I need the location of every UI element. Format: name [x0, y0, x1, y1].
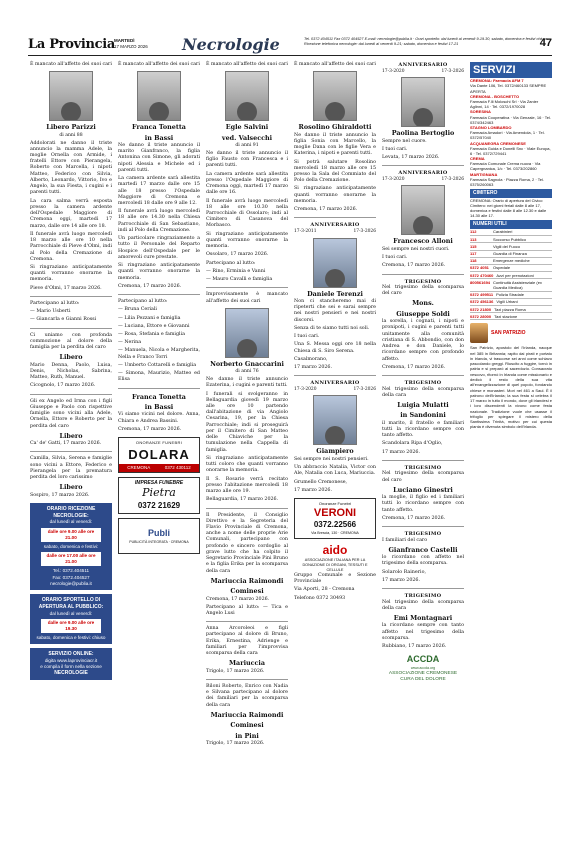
col3-age2: di anni 76 — [235, 369, 259, 375]
col3-lutto3: Partecipano al lutto: — Tica e Angelo Lusi — [206, 604, 288, 616]
col2-sub: in Bassi — [144, 133, 174, 142]
portrait-photo — [313, 238, 357, 288]
col3-sub3: Cominesi — [230, 587, 264, 596]
col3-t2b: I funerali si svolgeranno in Bellaguardia giovedì 19 marzo alle ore 10 partendo dall'abitazione di via Angiolo Cesarina, 19, per la Chiesa Parrocchiale; indi si proseguirà per il Cimitero di San Matteo delle Chiaviche per la tumulazione nella Cappella di famiglia. — [206, 391, 288, 453]
col5-d4: 17-3-2026 — [441, 176, 464, 182]
col6-nu-3-0: 117 — [470, 251, 477, 257]
col1-text3: Il funerale avrà luogo mercoledì 18 marzo alle ore 10 nella Parrocchiale di Pieve d'Olmi, indi al Polo della Cremazione di Cremona. — [30, 231, 112, 262]
col4-atext4: Una S. Messa oggi ore 18 nella Chiesa di S. Siro Serena. — [294, 342, 376, 354]
col4-annh: ANNIVERSARIO — [310, 222, 360, 229]
col6-farm_h: CREMONA: Farmacia AFM 7 — [470, 78, 524, 84]
col4-bplace2: 17 marzo 2026. — [294, 487, 333, 493]
col6-nu-10-0: 0372 21800 — [470, 306, 492, 312]
col2-ad1-top: ONORANZE FUNEBRI — [135, 439, 183, 445]
col6-nu-9-1: Vigili Urbani — [496, 299, 518, 305]
col6-nu-6-1: Azzi per prenotazioni — [496, 272, 534, 278]
col1-text2: La cara salma verrà esposta presso la camera ardente dell'Ospedale Maggiore di Cremona oggi, martedì 17 marzo, dalle ore 14 alle ore 18. — [30, 198, 112, 229]
col6-stag: Farmacia Amadori · Via Amendola, 1 · Tel. 0372/57040 — [470, 130, 545, 141]
col5-place2: Cremona, 17 marzo 2026. — [382, 263, 446, 269]
col3-t2c: Si ringraziano anticipatamente tutti coloro che quanti vorranno onorarne la memoria. — [206, 455, 288, 474]
col1-box2-l1: dal lunedì al venerdì: — [49, 610, 93, 616]
col1-box2-l3: sabato, domenica e festivi: chiuso — [36, 635, 106, 641]
col6-bosc_h: CREMONA - BOSCHETTO — [470, 93, 520, 99]
saint-of-the-day — [470, 323, 552, 343]
pietra-ad[interactable] — [118, 477, 200, 514]
col1-s4place: Sospiro, 17 marzo 2026. — [30, 492, 90, 498]
portrait-photo — [225, 308, 269, 358]
col1-box1-h: ORARIO RICEZIONE NECROLOGIE: — [46, 505, 96, 519]
col5-t1place: Cremona, 17 marzo 2026. — [382, 364, 446, 370]
col6-nu-6-0: 0372 470460 — [470, 272, 494, 278]
col5-d2: 17-3-2026 — [441, 68, 464, 74]
col1-box1-l4: dalle ore 17.00 alle ore 21.00 — [41, 552, 101, 566]
col6-farm: Via Dante 106, Tel. 0372/460133 SEMPRE APERTA — [470, 83, 547, 94]
col6-mar_h: MARTIGNANA — [470, 171, 498, 177]
col2-s2sub: in Bassi — [144, 402, 174, 411]
col5-text4: I tuoi cari. — [382, 255, 408, 261]
col1-s2: Ci uniamo con profonda commozione al dolore della famiglia per la perdita del caro — [30, 332, 112, 351]
accda-ad[interactable] — [382, 654, 464, 683]
col5-t4name: Gianfranco Castelli — [388, 545, 458, 554]
col5-accda-w: www.accda.org — [410, 665, 436, 670]
column-2 — [118, 62, 200, 554]
deceased-name: Rosolino Ghiraldotti — [298, 123, 372, 132]
col1-box1-l2: dalle ore 9.00 alle ore 21.00 — [41, 528, 101, 542]
col3-lutto_head: Partecipano al lutto: — [206, 260, 256, 266]
issue-date — [114, 38, 148, 50]
col1-age: di anni 88 — [59, 132, 83, 138]
col1-text1: Addolorati ne danno il triste annuncio la mamma Adele, la moglie Ornella con Armide, i fratelli Ettore con Pierangela, Roberto con Marcella, i nipoti Matteo, Federico con Silvia, Alberto, Leonardo, Vittorio, Ivo e Angelo, la sua Fiesta, i cugini e i parenti tutti. — [30, 140, 112, 196]
col5-accda-b: ACCDA — [406, 654, 440, 665]
col2-ad2-tel: 0372 21629 — [137, 500, 181, 510]
col2-lutto-4: — Nerina — [118, 340, 142, 346]
col6-bosc: Farmacia F.lli Moloschi Srl · Via Zanier Aglinni, 14 · Tel. 0372/1970028 — [470, 99, 539, 110]
col3-lutto-0: — Rino, Erminia e Vanni — [206, 268, 266, 274]
col1-s2place: Cicognolo, 17 marzo 2026. — [30, 383, 96, 389]
column-3 — [206, 62, 288, 749]
portrait-photo — [225, 71, 269, 121]
col3-t2a: Ne danno il triste annuncio Ezaterina, i cugini e parenti tutti. — [206, 377, 288, 389]
col4-aido-s: ASSOCIAZIONE ITALIANA PER LA DONAZIONE DI ORGANI, TESSUTI E CELLULE — [302, 558, 368, 572]
col6-nu-1-0: 113 — [470, 236, 477, 242]
col5-t1: Nel trigesimo della scomparsa del caro — [382, 285, 464, 297]
col1-box1-l1: dal lunedì al venerdì: — [49, 519, 93, 525]
deceased-name: Daniele Terenzi — [307, 289, 363, 298]
col2-lutto-3: — Rosa, Stefania e famiglia — [118, 331, 185, 337]
col3-sub: ved. Valsecchi — [221, 133, 273, 142]
deceased-name: Egle Salvini — [225, 123, 269, 132]
col1-lutto-0: — Mario Usberti — [30, 309, 71, 315]
col6-nu-4-1: Emergenze mediche — [493, 258, 530, 264]
col2-s2: Vi siamo vicini nel dolore. Anna, Chiara e Andrea Bassini. — [118, 412, 200, 424]
col4-text1: Ne danno il triste annuncio la figlia Sonia con Marcello, la moglie Dana con le figlie Vera e Katerina, i nipoti e parenti tutti. — [294, 132, 376, 157]
col3-intro2: Improvvisamente è mancato all'affetto dei suoi cari — [206, 292, 288, 304]
col6-sor_h: SORESINA — [470, 109, 491, 115]
newspaper-logo: La Provincia — [28, 37, 116, 52]
col4-aido-a: Via Aporti, 28 - Cremona — [294, 587, 355, 593]
col6-cre: Farmacia Comunale Crema nuova · Via Capergnanica, 1/c · Tel. 0373/202860 — [470, 161, 541, 172]
col5-t1text: la sorella, i cognati, i nipoti e pronipoti, i cugini e parenti tutti unitamente alla comunità cristiana di S. Abbondio, con don Andrea e don Daniele, lo ricordano sempre con profondo affetto. — [382, 319, 464, 362]
col2-lutto-6: — Umberto Cottarelli e famiglia — [118, 362, 197, 368]
col2-ad2-p: Pietra — [142, 486, 176, 500]
col5-t4text: lo ricordano con affetto nel trigesimo della scomparsa. — [382, 555, 464, 567]
column-4 — [294, 62, 376, 604]
col3-place: Ossolaro, 17 marzo 2026. — [206, 252, 269, 258]
col1-text4: Si ringraziano anticipatamente quanti vorranno onorarne la memoria. — [30, 264, 112, 283]
col2-intro: È mancato all'affetto dei suoi cari — [118, 62, 200, 67]
col5-t5place: Rubbiano, 17 marzo 2026. — [382, 644, 447, 650]
col5-t3: Nel trigesimo della scomparsa del caro — [382, 471, 464, 483]
col6-nu-0-0: 112 — [470, 229, 477, 235]
col1-place: Pieve d'Olmi, 17 marzo 2026. — [30, 285, 102, 291]
col5-t2: Nel trigesimo della scomparsa della cara — [382, 386, 464, 398]
col6-nu-5-1: Ospedale — [493, 265, 511, 271]
col6-saint: SAN PATRIZIO — [491, 330, 526, 337]
col6-nu-0-1: Carabinieri — [493, 229, 513, 235]
col5-t1sub: Mons. — [412, 299, 434, 308]
col5-trig: TRIGESIMO — [404, 593, 442, 600]
col1-lutto-1: — Giancarla e Gianni Rossi — [30, 317, 97, 323]
col6-nu-10-1: Taxi piazza Roma — [494, 306, 526, 312]
col5-place: Levata, 17 marzo 2026. — [382, 155, 440, 161]
col2-text2: La camera ardente sarà allestita martedì 17 marzo dalle ore 15 alle 18 presso l'Ospedale Maggiore di Cremona e mercoledì 18 dalle ore 9 alle 12. — [118, 176, 200, 206]
col5-t3place: Cremona, 17 marzo 2026. — [382, 515, 446, 521]
col4-ad-tel: 0372.22566 — [313, 520, 357, 530]
col4-aido-g: Gruppo Comunale e Sezione Provinciale — [294, 572, 376, 585]
col5-t4: I familiari del caro — [382, 537, 428, 543]
aido-logo: aido — [322, 542, 348, 557]
portrait-photo — [313, 71, 357, 121]
col3-name5: Mariuccia Raimondi — [210, 710, 284, 719]
col5-t3text: la moglie, il figlio ed i familiari tutti lo ricordano sempre con tanto affetto. — [382, 495, 464, 513]
col6-nu-7-1: Continuità Assistenziale (ex Guardia Medica) — [493, 279, 542, 290]
col4-annh: ANNIVERSARIO — [310, 380, 360, 387]
col5-d3: 17-3-2020 — [382, 176, 405, 182]
col4-bdate2: 17-3-2026 — [353, 386, 376, 392]
col4-ad-s: Via Brescia, 130 · CREMONA — [311, 530, 359, 535]
col4-aplace2: 17 marzo 2026. — [294, 365, 333, 371]
col6-nu-7-0: 800561694 — [470, 279, 491, 285]
col3-intro: È mancato all'affetto dei suoi cari — [206, 62, 288, 67]
dolara-ad[interactable] — [118, 437, 200, 473]
col3-t2d: Il S. Rosario verrà recitato presso l'abitazione mercoledì 18 marzo alle ore 19. — [206, 476, 288, 495]
col3-sub5b: in Pini — [235, 731, 259, 740]
col6-acq_h: ACQUANEGRA CREMONESE — [470, 140, 526, 146]
header-date: 17 MARZO 2026 — [114, 43, 148, 49]
col6-nu-2-1: Vigili del Fuoco — [493, 243, 521, 249]
col2-lutto_head: Partecipano al lutto: — [118, 299, 168, 305]
col5-t5name: Emi Montagnari — [393, 614, 453, 622]
col6-stag_h: STAGNO LOMBARDO — [470, 124, 512, 130]
col6-nu-9-0: 0372 456136 — [470, 299, 494, 305]
page-header — [28, 34, 552, 56]
col3-name3: Mariuccia Raimondi — [210, 576, 284, 585]
col5-text: Sempre nel cuore. — [382, 138, 427, 144]
col5-t5: Nel trigesimo della scomparsa della cara — [382, 599, 464, 611]
col1-box3-l3: NECROLOGIE — [54, 670, 88, 677]
col5-annh: ANNIVERSARIO — [398, 62, 448, 68]
col1-box3-h: SERVIZIO ONLINE: — [48, 651, 94, 658]
col2-lutto-1: — Lilia Pezzani e famiglia — [118, 315, 181, 321]
col2-text3: Il funerale avrà luogo mercoledì 18 alle ore 14.30 nella Chiesa Parrocchiale di San Sebastiano, indi al Polo della Cremazione. — [118, 209, 200, 233]
col4-btext2: Un abbraccio Natalia, Victor con Ale, Natalia con Luca, Mariuccia. — [294, 465, 376, 477]
col1-box1-l5: Tel.: 0372.404511 — [52, 568, 90, 574]
deceased-name: Francesco Alloni — [393, 237, 453, 246]
col5-d1: 17-3-2020 — [382, 68, 405, 74]
portrait-photo — [137, 71, 181, 121]
website-link[interactable]: digita www.laprovinciacr.it — [44, 658, 98, 664]
col2-text1: Ne danno il triste annuncio il marito Gianfranco, la figlia Antonina con Simone, gli adorati nipoti Alessia e Michele ed i parenti tutti. — [118, 142, 200, 173]
col2-ad1-tel: 0372 430112 — [164, 465, 191, 471]
col3-t3: Il Presidente, il Consiglio Direttivo e la Segreteria del Flavio Provinciale di Cremona, anche a nome delle proprie Arie Comunali, partecipano con profondo e sincero cordoglio al grave lutto che ha colpito il Segretario Provinciale Pini Bruno e la figlia Erika per la scomparsa della cara — [206, 512, 288, 574]
deceased-name: Norberto Gnaccarini — [210, 359, 284, 368]
col4-text2: Si potrà salutare Rosolino mercoledì 18 marzo alle ore 15 presso la Sala del Commiato del Polo della Cremazione. — [294, 159, 376, 184]
col2-lutto-2: — Luciana, Ettore e Giovanni — [118, 323, 190, 329]
deceased-name: Franca Tonetta — [132, 123, 186, 132]
col5-t1name: Giuseppe Soldi — [396, 309, 450, 318]
col6-cre_h: CREMA — [470, 156, 485, 162]
col5-annh2: ANNIVERSARIO — [398, 170, 448, 177]
col6-nu-4-0: 118 — [470, 258, 477, 264]
portrait-photo — [401, 185, 445, 235]
col1-intro: È mancato all'affetto dei suoi cari — [30, 62, 112, 67]
col3-text1: Ne danno il triste annuncio il figlio Fausto con Francesca e i parenti tutti. — [206, 150, 288, 169]
services-title: SERVIZI — [470, 62, 552, 78]
deceased-name: Paolina Bertoglio — [391, 129, 455, 138]
col5-trig: TRIGESIMO — [404, 464, 442, 471]
portrait-photo — [313, 395, 357, 445]
deceased-name: Libero Parizzi — [46, 123, 96, 132]
col4-btext: Sei sempre nei nostri pensieri. — [294, 456, 369, 462]
col6-nu_title: NUMERI UTILI — [470, 220, 552, 229]
col6-nu-8-1: Polizia Stradale — [496, 292, 524, 298]
col2-place: Cremona, 17 marzo 2026. — [118, 283, 182, 289]
col5-trig: TRIGESIMO — [404, 380, 442, 386]
col3-name4: Mariuccia — [228, 659, 265, 668]
col2-lutto-0: — Bruna Ceriali — [118, 307, 157, 313]
col4-bdate1: 17-3-2020 — [294, 386, 317, 392]
col2-ad1-l: CREMONA — [127, 465, 151, 471]
col4-place: Cremona, 17 marzo 2026. — [294, 207, 358, 213]
col3-place2: Bellaguardia, 17 marzo 2026. — [206, 497, 279, 503]
col2-ad1-big: DOLARA — [128, 447, 190, 463]
col3-place4: Trigolo, 17 marzo 2026. — [206, 668, 265, 674]
col4-aplace: Casalmorano, — [294, 356, 328, 362]
col6-nu-11-0: 0372 28000 — [470, 313, 492, 319]
col2-text5: Si ringraziano anticipatamente quanti vorranno onorarne la memoria. — [118, 263, 200, 281]
col1-box3-l2: e compila il form nella sezione — [40, 664, 102, 670]
col6-cim_title: CIMITERO — [470, 189, 552, 198]
header-weekday: MARTEDÌ — [114, 38, 135, 43]
online-service-box — [30, 648, 112, 680]
col6-sor: Farmacia Cooperativa · Via Genzale, 16 · Tel. 0374/342463 — [470, 114, 552, 125]
col3-place5: Trigolo, 17 marzo 2026. — [206, 740, 265, 746]
deceased-name: Giampiero — [316, 447, 354, 456]
col4-bplace: Grumello Cremonese, — [294, 479, 348, 485]
section-title: Necrologie — [182, 35, 280, 54]
saint-icon — [470, 323, 488, 343]
col2-ad2-t: IMPRESA FUNEBRE — [134, 479, 184, 486]
col6-nu-5-0: 0372 4051 — [470, 265, 489, 271]
portrait-photo — [401, 77, 445, 127]
col1-box1-l3: sabato, domenica e festivi: — [43, 543, 99, 549]
col4-adate1: 17-3-2011 — [294, 228, 317, 234]
col2-ad3-t: Publi — [148, 527, 170, 538]
col1-box2-l2: dalle ore 9.00 alle ore 19.30 — [41, 619, 101, 633]
col5-t2name: Luigia Mulatti — [397, 400, 449, 409]
contact-info: Tel. 0372 404511 Fax 0372 404527 E-mail: necrologie@publia.it · Orari sportello: dal lunedì al venerdì 9-19.30, sabato, domenica e festivi chiuso. Ricezione telefonica necrologie: dal lunedì al venerdì 9-21; sabato, domenica e festivi 17-21 — [304, 37, 549, 47]
col6-nu-11-1: Taxi stazione — [494, 313, 518, 319]
col2-ad3-s: PUBLICITÀ INTEGRATA · CREMONA — [129, 539, 189, 544]
col1-s3name: Libero — [59, 431, 83, 440]
col6-nu-8-0: 0372 499511 — [470, 292, 494, 298]
col3-lutto-1: — Mauro Cavalli e famiglia — [206, 277, 273, 283]
col4-ad-t: Onoranze Funebri — [318, 500, 352, 506]
col6-nu-3-1: Guardia di Finanza — [493, 251, 527, 257]
col4-adate2: 17-3-2026 — [353, 228, 376, 234]
publi-ad[interactable] — [118, 518, 200, 554]
col1-box1-l6: Fax: 0372.404527 — [52, 574, 90, 580]
veroni-ad[interactable] — [294, 498, 376, 539]
col6-nu-1-1: Soccorso Pubblico — [493, 236, 527, 242]
col1-s3place: Ca' de' Gatti, 17 marzo 2026. — [30, 441, 102, 447]
col5-trig: TRIGESIMO — [404, 531, 442, 538]
col1-s4name: Libero — [59, 483, 83, 492]
col5-accda-a: ASSOCIAZIONE CREMONESE CURA DEL DOLORE — [388, 670, 458, 682]
col3-text2: La camera ardente sarà allestita presso l'Ospedale Maggiore di Cremona oggi, martedì 17 marzo dalle ore 16. — [206, 171, 288, 196]
col5-trig: TRIGESIMO — [404, 278, 442, 285]
col6-stext: San Patrizio, apostolo del l'Irlanda, nacque nel 385 in Britannia; rapito dai pirati e portato in Irlanda, vi trascorse sei anni come schiavo pascolando greggi. Riuscito a fuggire, tornò in patria e si preparò al sacerdozio. Consacrato vescovo, ritornò in Irlanda come missionario e dedicò il resto della sua vita all'evangelizzazione di quel popolo, fondando chiese e monasteri. Morì nel 461 a Saul. È il patrono dell'Irlanda; la sua festa si celebra il 17 marzo in tutto il mondo, dove gli irlandesi e i loro discendenti la vivono come festa nazionale. Tradizione vuole che usasse il trifoglio per spiegare il mistero della Santissima Trinità, motivo per cui questa pianta è divenuta simbolo dell'Irlanda. — [470, 345, 552, 430]
col5-t2sub: in Sandonini — [400, 411, 446, 420]
col6-nu-2-0: 115 — [470, 243, 477, 249]
col4-aido-tel: Telefono 0372 30493 — [294, 595, 346, 601]
col2-s2place: Cremona, 17 marzo 2026. — [118, 426, 182, 432]
col3-t5: Biloni Roberto, Enrico con Nadia e Silvana partecipano al dolore dei familiari per la scomparsa della cara — [206, 683, 288, 708]
col2-lutto-7: — Simona, Maurizio, Matteo ed Elisa — [118, 371, 200, 383]
col1-s3: Gli ex Angelo ed Irma con i figli Giuseppe e Paolo con rispettive famiglie sono vicini alla Adele, Ornella, Ettore e Roberto per la perdita del caro — [30, 398, 112, 429]
col4-ad-b: VERONI — [313, 507, 357, 520]
column-5 — [382, 62, 464, 683]
col5-t2place2: 17 marzo 2026. — [382, 449, 421, 455]
col6-acq: Farmacia Guida e Donelli Snc · Viale Europa, 6 · Tel. 0372/729441 — [470, 145, 551, 156]
portrait-photo — [49, 71, 93, 121]
col3-place3: Cremona, 17 marzo 2026. — [206, 596, 270, 602]
col2-s2name: Franca Tonetta — [132, 392, 186, 401]
reception-hours-box — [30, 503, 112, 590]
column-1 — [30, 62, 112, 680]
col6-cim: CREMONA: Orario di apertura del Civico Cimitero: nei giorni feriali dalle 8 alle 17, domenica e festivi dalle 8 alle 12.30 e dalle 14.30 alle 17. — [470, 197, 547, 219]
col2-text4: Un particolare ringraziamento a tutto il Personale del Reparto Hospice dell'Ospedale per le amorevoli cure prestate. — [118, 236, 200, 260]
col3-sub5: Cominesi — [230, 721, 264, 730]
col4-atext2: Senza di te siamo tutti noi soli. — [294, 325, 370, 331]
col1-box1-l7: necrologie@publia.it — [50, 580, 92, 586]
col5-t2text: il marito, il fratello e familiari tutti la ricordano sempre con tanto affetto. — [382, 420, 464, 439]
col3-text3: Il funerale avrà luogo mercoledì 18 alle ore 10.30 nella Parrocchiale di Ossolaro; indi al Cimitero di Casanova del Morbasco. — [206, 198, 288, 229]
services-column — [470, 62, 552, 430]
col1-s2name: Libero — [59, 353, 83, 362]
col4-atext3: I tuoi cari. — [294, 334, 320, 340]
page-number: 47 — [539, 37, 552, 49]
col5-t4place2: 17 marzo 2026. — [382, 577, 421, 583]
office-hours-box — [30, 594, 112, 644]
col3-age: di anni 91 — [235, 142, 259, 148]
col3-text4: Si ringraziano anticipatamente quanti vorranno onorarne la memoria. — [206, 231, 288, 250]
col5-text2: I tuoi cari. — [382, 146, 408, 152]
col5-t4place: Solarolo Rainerio, — [382, 569, 426, 575]
col3-t4: Anna Arcoroleoi e figli partecipano al dolore di Bruno, Erika, Ernestina, Adrienge e familiari per l'improvvisa scomparsa della cara — [206, 626, 288, 657]
col4-intro: È mancato all'affetto dei suoi cari — [294, 62, 376, 67]
col5-t5text: la ricordano sempre con tanto affetto nel trigesimo della scomparsa. — [382, 623, 464, 641]
col4-text3: Si ringraziano anticipatamente quanti vorranno onorarne la memoria. — [294, 186, 376, 204]
col2-lutto-5: — Manuela, Nicola e Margherita, Nella e Franco Torri — [118, 348, 200, 360]
col5-text3: Sei sempre nei nostri cuori. — [382, 246, 450, 252]
col1-s2sig: Mario Denna, Paolo, Luisa, Denis, Nicholas, Sabrina, Matteo, Ruth, Manuel. — [30, 362, 112, 381]
col4-atext: Non ci stancheremo mai di ripeterti che sei e sarai sempre nei nostri pensieri e nei nostri discorsi. — [294, 298, 376, 323]
col6-mar: Farmacia Sagnola · Piazza Roma, 2 · Tel. 0375/260063 — [470, 176, 544, 188]
col1-lutto_head: Partecipano al lutto: — [30, 300, 80, 306]
col5-t2place: Scandolara Ripa d'Oglio, — [382, 441, 443, 447]
col1-s4: Camilla, Silvia, Serena e famiglie sono vicini a Ettore, Federico e Pierangela per la prematura perdita del loro carissimo — [30, 456, 112, 481]
col5-t3name: Luciano Ginestri — [393, 485, 453, 494]
col1-box2-h: ORARIO SPORTELLO DI APERTURA AL PUBBLICO: — [38, 597, 104, 610]
